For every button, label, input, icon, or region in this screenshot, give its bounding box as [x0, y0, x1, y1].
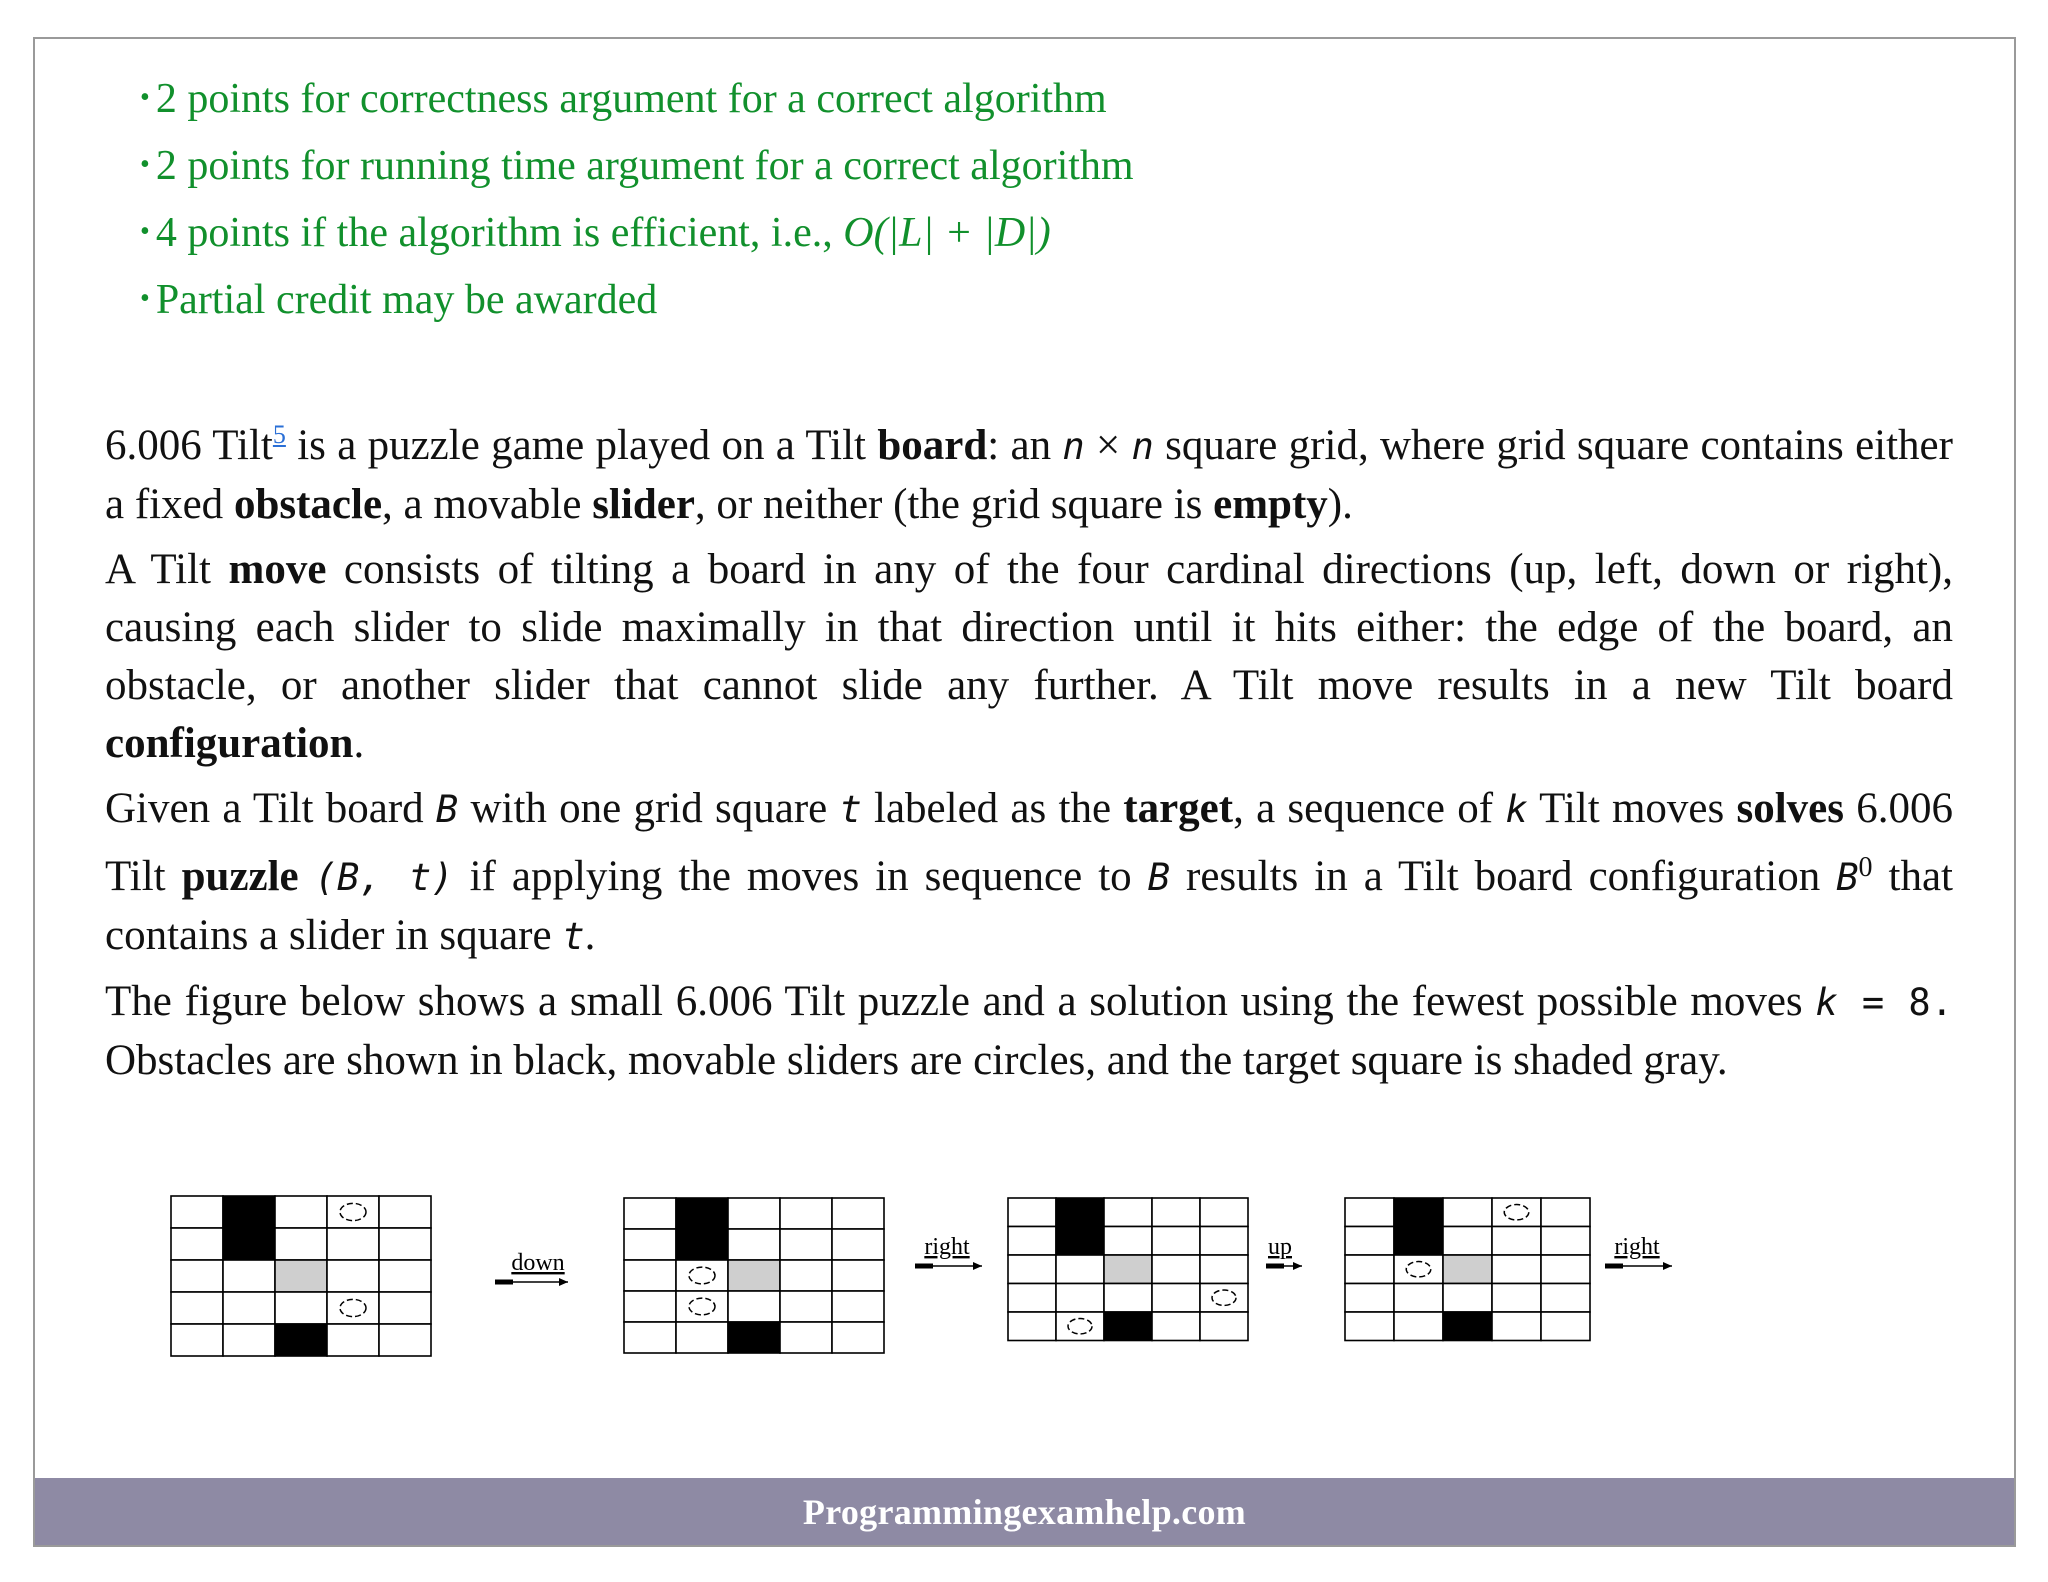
- empty-cell: [1008, 1227, 1056, 1256]
- empty-cell: [1345, 1312, 1394, 1341]
- term-puzzle: puzzle: [181, 853, 299, 900]
- empty-cell: [624, 1322, 676, 1353]
- text-run: The figure below shows a small 6.006 Tilt puzzle and a solution using the fewest possible moves: [105, 978, 1816, 1025]
- move-label: up: [1268, 1234, 1292, 1260]
- target-cell: [275, 1260, 327, 1292]
- paragraph-figure-intro: [105, 973, 1953, 1090]
- term-obstacle: obstacle: [233, 481, 383, 528]
- empty-cell: [1443, 1198, 1492, 1227]
- bullet-dot: •: [140, 283, 150, 314]
- obstacle-cell: [1104, 1312, 1152, 1341]
- empty-cell: [1104, 1198, 1152, 1227]
- empty-cell: [1492, 1255, 1541, 1284]
- empty-cell: [1394, 1284, 1443, 1313]
- empty-cell: [1345, 1255, 1394, 1284]
- term-empty: empty: [1213, 481, 1328, 528]
- empty-cell: [832, 1291, 884, 1322]
- bullet-text: 4 points if the algorithm is efficient, i.e.,: [155, 210, 844, 256]
- empty-cell: [1152, 1284, 1200, 1313]
- move-label: right: [924, 1234, 970, 1260]
- term-solves: solves: [1736, 785, 1844, 832]
- empty-cell: [379, 1292, 431, 1324]
- empty-cell: [1394, 1312, 1443, 1341]
- empty-cell: [1541, 1284, 1590, 1313]
- term-target: target: [1123, 785, 1234, 832]
- empty-cell: [1152, 1227, 1200, 1256]
- text-run: 6.006 Tilt: [105, 785, 1953, 900]
- empty-cell: [1056, 1312, 1104, 1341]
- empty-cell: [171, 1292, 223, 1324]
- empty-cell: [1056, 1284, 1104, 1313]
- empty-cell: [327, 1228, 379, 1260]
- empty-cell: [171, 1196, 223, 1228]
- term-board: board: [877, 422, 988, 469]
- empty-cell: [832, 1260, 884, 1291]
- empty-cell: [1345, 1227, 1394, 1256]
- text-run: : an: [987, 422, 1063, 469]
- move-label: down: [511, 1250, 565, 1276]
- target-cell: [1443, 1255, 1492, 1284]
- empty-cell: [1008, 1255, 1056, 1284]
- term-configuration: configuration: [105, 720, 354, 767]
- empty-cell: [1541, 1312, 1590, 1341]
- text-run: that contains a slider in square: [105, 853, 1954, 959]
- empty-cell: [379, 1196, 431, 1228]
- empty-cell: [1492, 1198, 1541, 1227]
- empty-cell: [780, 1322, 832, 1353]
- empty-cell: [1008, 1312, 1056, 1341]
- text-run: if applying the moves in sequence to: [453, 853, 1148, 900]
- math-k: k: [1505, 788, 1528, 831]
- empty-cell: [379, 1260, 431, 1292]
- empty-cell: [676, 1322, 728, 1353]
- math-t: t: [839, 788, 862, 831]
- text-run: .: [584, 912, 596, 959]
- empty-cell: [1541, 1198, 1590, 1227]
- math-times: ×: [1084, 422, 1132, 469]
- empty-cell: [223, 1292, 275, 1324]
- footnote-link[interactable]: 5: [272, 420, 286, 449]
- empty-cell: [624, 1198, 676, 1229]
- term-slider: slider: [592, 481, 695, 528]
- empty-cell: [327, 1324, 379, 1356]
- text-run: Obstacles are shown in black, movable sliders are circles, and the target square is shaded gray.: [105, 1037, 1728, 1084]
- empty-cell: [1008, 1198, 1056, 1227]
- empty-cell: [327, 1260, 379, 1292]
- empty-cell: [728, 1229, 780, 1260]
- empty-cell: [780, 1198, 832, 1229]
- empty-cell: [832, 1198, 884, 1229]
- empty-cell: [1443, 1227, 1492, 1256]
- empty-cell: [171, 1324, 223, 1356]
- text-run: square grid, where grid square contains either a fixed: [105, 422, 1953, 528]
- math-B-prime: B: [1836, 856, 1859, 899]
- empty-cell: [780, 1291, 832, 1322]
- text-run: 6.006 Tilt: [105, 422, 273, 469]
- complexity-math: O(|L| + |D|): [843, 210, 1051, 256]
- text-run: , or neither (the grid square is: [694, 481, 1214, 528]
- text-run: Given a Tilt board: [105, 785, 436, 832]
- empty-cell: [1152, 1255, 1200, 1284]
- empty-cell: [1152, 1312, 1200, 1341]
- text-run: , a sequence of: [1233, 785, 1506, 832]
- empty-cell: [676, 1260, 728, 1291]
- empty-cell: [171, 1228, 223, 1260]
- math-n: n: [1131, 425, 1154, 468]
- empty-cell: [1443, 1284, 1492, 1313]
- math-n: n: [1062, 425, 1085, 468]
- empty-cell: [780, 1260, 832, 1291]
- obstacle-cell: [1056, 1227, 1104, 1256]
- empty-cell: [1492, 1284, 1541, 1313]
- empty-cell: [1345, 1284, 1394, 1313]
- math-pair: (B, t): [314, 856, 454, 899]
- text-run: Tilt moves: [1527, 785, 1737, 832]
- math-t: t: [562, 915, 585, 958]
- bullet-item: [140, 141, 1540, 208]
- text-run: consists of tilting a board in any of the four cardinal directions (up, left, down or right), causing each slider to slide maximally in that direction until it hits either: the edge of the board, an obstacle, or another slider that cannot slide any further. A Tilt move results in a new Tilt board: [105, 546, 1954, 709]
- empty-cell: [1345, 1198, 1394, 1227]
- empty-cell: [1541, 1227, 1590, 1256]
- empty-cell: [1492, 1312, 1541, 1341]
- obstacle-cell: [275, 1324, 327, 1356]
- math-superscript: 0: [1858, 852, 1873, 883]
- obstacle-cell: [223, 1196, 275, 1228]
- text-run: ).: [1327, 481, 1353, 528]
- empty-cell: [728, 1198, 780, 1229]
- math-B: B: [1147, 856, 1170, 899]
- empty-cell: [1056, 1255, 1104, 1284]
- obstacle-cell: [1394, 1198, 1443, 1227]
- text-run: with one grid square: [458, 785, 840, 832]
- text-run: .: [353, 720, 365, 767]
- empty-cell: [1541, 1255, 1590, 1284]
- text-run: A Tilt: [105, 546, 229, 593]
- bullet-dot: •: [140, 149, 150, 180]
- empty-cell: [275, 1292, 327, 1324]
- empty-cell: [223, 1260, 275, 1292]
- empty-cell: [171, 1260, 223, 1292]
- empty-cell: [676, 1291, 728, 1322]
- text-run: is a puzzle game played on a Tilt: [285, 422, 878, 469]
- term-move: move: [228, 546, 327, 593]
- empty-cell: [1104, 1227, 1152, 1256]
- paragraph-definition: [105, 406, 1953, 534]
- move-label: right: [1614, 1234, 1660, 1260]
- empty-cell: [223, 1324, 275, 1356]
- paragraph-puzzle: [105, 780, 1953, 966]
- math-k: k: [1815, 981, 1838, 1024]
- footer-site-name[interactable]: Programmingexamhelp.com: [802, 1491, 1247, 1532]
- bullet-dot: •: [140, 82, 150, 113]
- empty-cell: [1008, 1284, 1056, 1313]
- empty-cell: [1200, 1255, 1248, 1284]
- grading-bullets: [140, 74, 1540, 342]
- paragraph-move: [105, 541, 1953, 773]
- obstacle-cell: [676, 1198, 728, 1229]
- empty-cell: [1492, 1227, 1541, 1256]
- obstacle-cell: [728, 1322, 780, 1353]
- empty-cell: [780, 1229, 832, 1260]
- empty-cell: [1394, 1255, 1443, 1284]
- empty-cell: [624, 1260, 676, 1291]
- obstacle-cell: [223, 1228, 275, 1260]
- text-run: , a movable: [382, 481, 593, 528]
- empty-cell: [275, 1228, 327, 1260]
- empty-cell: [832, 1322, 884, 1353]
- empty-cell: [379, 1324, 431, 1356]
- empty-cell: [728, 1291, 780, 1322]
- empty-cell: [379, 1228, 431, 1260]
- empty-cell: [275, 1196, 327, 1228]
- target-cell: [1104, 1255, 1152, 1284]
- obstacle-cell: [1394, 1227, 1443, 1256]
- bullet-dot: •: [140, 216, 150, 247]
- bullet-text: 2 points for running time argument for a correct algorithm: [155, 143, 1134, 189]
- empty-cell: [327, 1196, 379, 1228]
- obstacle-cell: [676, 1229, 728, 1260]
- obstacle-cell: [1056, 1198, 1104, 1227]
- bullet-item: [140, 208, 1540, 275]
- text-run: labeled as the: [861, 785, 1124, 832]
- bullet-text: 2 points for correctness argument for a correct algorithm: [155, 76, 1107, 122]
- math-k-value: = 8.: [1837, 981, 1953, 1024]
- empty-cell: [1200, 1198, 1248, 1227]
- empty-cell: [1200, 1312, 1248, 1341]
- target-cell: [728, 1260, 780, 1291]
- text-run: results in a Tilt board configuration: [1169, 853, 1837, 900]
- empty-cell: [1104, 1284, 1152, 1313]
- bullet-item: [140, 275, 1540, 342]
- empty-cell: [1200, 1227, 1248, 1256]
- problem-statement: [105, 406, 1953, 1097]
- obstacle-cell: [1443, 1312, 1492, 1341]
- math-B: B: [435, 788, 459, 831]
- footer-bar: [35, 1478, 2014, 1545]
- empty-cell: [327, 1292, 379, 1324]
- empty-cell: [624, 1229, 676, 1260]
- empty-cell: [1200, 1284, 1248, 1313]
- bullet-text: Partial credit may be awarded: [155, 277, 658, 323]
- text-run: [299, 853, 315, 900]
- bullet-item: [140, 74, 1540, 141]
- empty-cell: [1152, 1198, 1200, 1227]
- empty-cell: [832, 1229, 884, 1260]
- empty-cell: [624, 1291, 676, 1322]
